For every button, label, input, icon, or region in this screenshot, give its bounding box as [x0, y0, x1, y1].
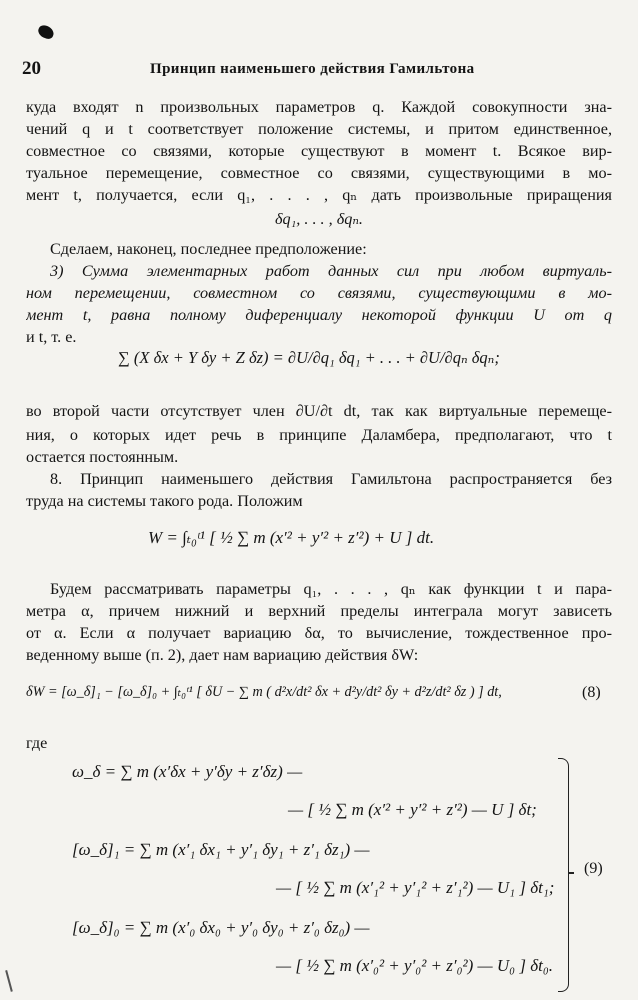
equation-9-brace [558, 758, 569, 992]
text-line: совместное со связями, которые существуют в момент t. Всякое вир- [26, 142, 612, 160]
equation-9-line: [ω_δ]₁ = ∑ m (x′₁ δx₁ + y′₁ δy₁ + z′₁ δz₁) — [72, 840, 370, 859]
equation-9-line: [ω_δ]₀ = ∑ m (x′₀ δx₀ + y′₀ δy₀ + z′₀ δz₀) — [72, 918, 370, 937]
margin-mark [5, 970, 12, 992]
equation-8: δW = [ω_δ]₁ − [ω_δ]₀ + ∫ₜ₀ᵗ¹ [ δU − ∑ m ( d²x/dt² δx + d²y/dt² δy + d²z/dt² δz ) ] dt, [26, 684, 502, 700]
equation-9-line: ω_δ = ∑ m (x′δx + y′δy + z′δz) — [72, 762, 303, 781]
equation-work: ∑ (X δx + Y δy + Z δz) = ∂U/∂q₁ δq₁ + . . . + ∂U/∂qₙ δqₙ; [118, 348, 500, 367]
assumption-line: мент t, равна полному диференциалу некоторой функции U от q [26, 306, 612, 324]
text-line: куда входят n произвольных параметров q. Каждой совокупности зна- [26, 98, 612, 116]
text-line: Будем рассматривать параметры q₁, . . . , qₙ как функции t и пара- [50, 580, 612, 598]
text-line: от α. Если α получает вариацию δα, то вычисление, тождественное про- [26, 624, 612, 642]
equation-8-number: (8) [582, 684, 601, 701]
assumption-line: 3) Сумма элементарных работ данных сил при любом виртуаль- [50, 262, 612, 280]
text-line: и t, т. е. [26, 328, 77, 346]
equation-9-line: — [ ½ ∑ m (x′₀² + y′₀² + z′₀²) — U₀ ] δt₀. [276, 956, 553, 975]
equation-9-brace-tick [568, 872, 574, 874]
formula-increments: δq₁, . . . , δqₙ. [275, 210, 363, 228]
page-number: 20 [22, 58, 41, 79]
text-line: где [26, 734, 48, 752]
equation-9-line: — [ ½ ∑ m (x′₁² + y′₁² + z′₁²) — U₁ ] δt₁; [276, 878, 555, 897]
ink-blot [36, 23, 56, 41]
page-header [22, 58, 622, 82]
text-line: веденному выше (п. 2), дает нам вариацию действия δW: [26, 646, 419, 664]
text-line: во второй части отсутствует член ∂U/∂t dt, так как виртуальные перемеще- [26, 402, 612, 420]
running-head: Принцип наименьшего действия Гамильтона [150, 61, 475, 77]
text-line: труда на системы такого рода. Положим [26, 492, 303, 510]
text-line: туальное перемещение, совместное со связями, существующими в мо- [26, 164, 612, 182]
text-line: мент t, получается, если q₁, . . . , qₙ дать произвольные приращения [26, 186, 612, 204]
text-line: метра α, причем нижний и верхний пределы интеграла могут зависеть [26, 602, 612, 620]
assumption-line: ном перемещении, совместном со связями, существующими в мо- [26, 284, 612, 302]
text-line: чений q и t соответствует положение системы, и притом единственное, [26, 120, 612, 138]
equation-9-line: — [ ½ ∑ m (x′² + y′² + z′²) — U ] δt; [288, 800, 537, 819]
text-line: ния, о которых идет речь в принципе Даламбера, предполагают, что t [26, 426, 612, 444]
equation-action: W = ∫ₜ₀ᵗ¹ [ ½ ∑ m (x′² + y′² + z′²) + U ] dt. [148, 528, 435, 547]
text-line: Сделаем, наконец, последнее предположение: [50, 240, 367, 258]
text-line: остается постоянным. [26, 448, 179, 466]
text-line: 8. Принцип наименьшего действия Гамильтона распространяется без [50, 470, 612, 488]
equation-9-number: (9) [584, 860, 603, 877]
